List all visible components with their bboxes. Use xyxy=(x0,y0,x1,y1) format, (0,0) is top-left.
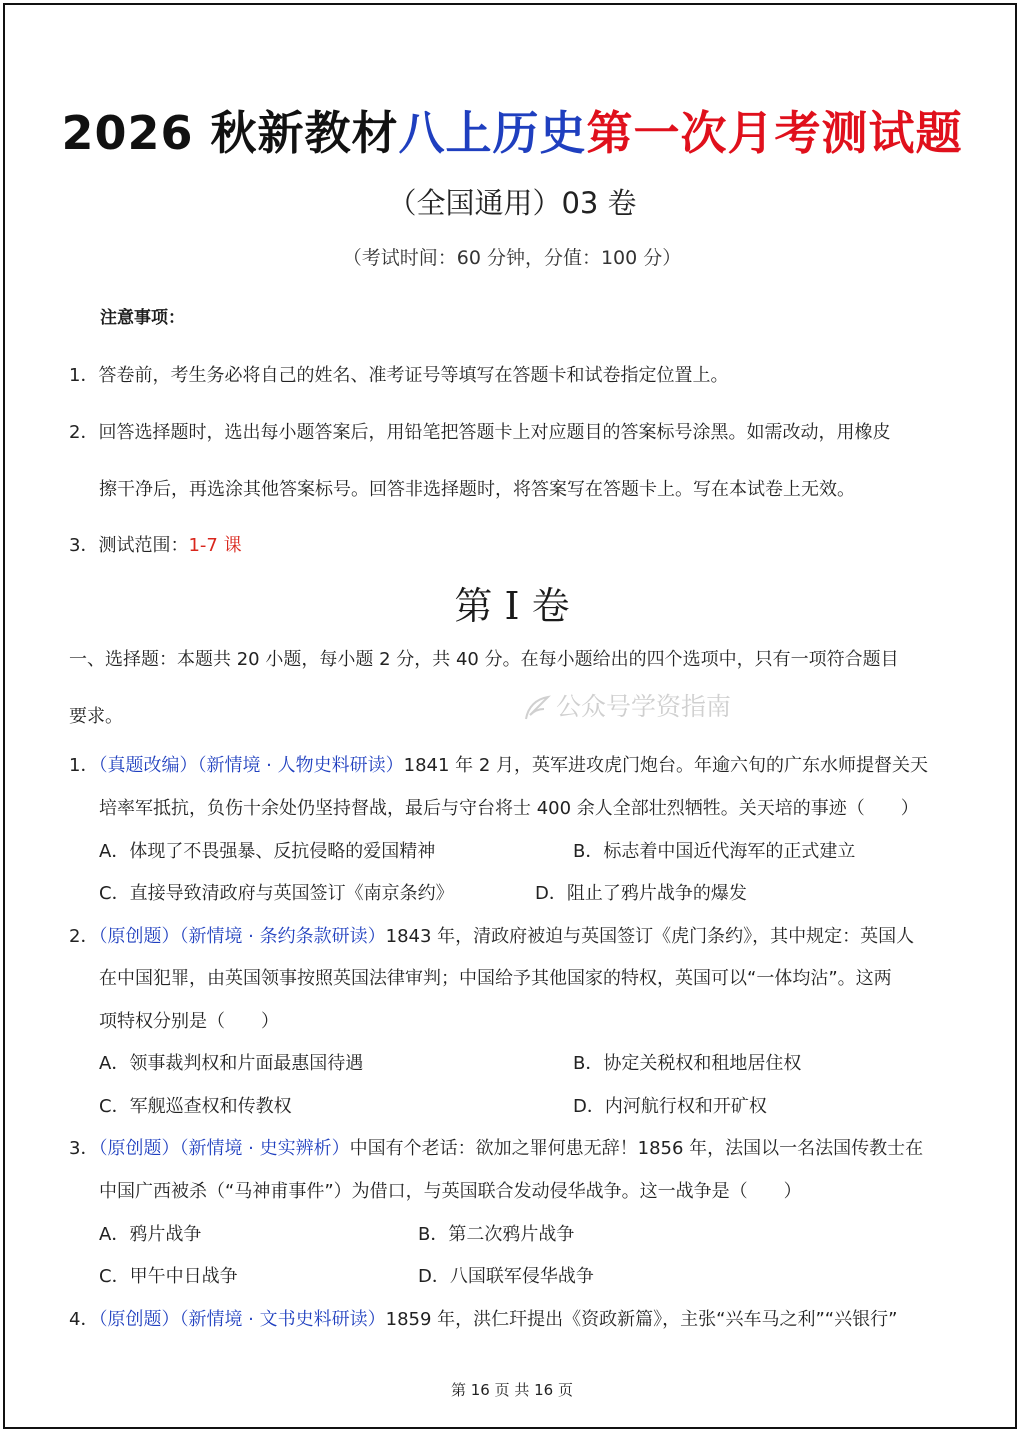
question-2-tags: （原创题）（新情境 · 条约条款研读） xyxy=(98,926,386,947)
title-part-year: 2026 秋新教材 xyxy=(61,106,399,160)
question-4-tags: （原创题）（新情境 · 文书史料研读） xyxy=(98,1309,386,1330)
question-1-line-1 xyxy=(69,751,928,777)
notice-item-2-line-1: 2．回答选择题时，选出每小题答案后，用铅笔把答题卡上对应题目的答案标号涂黑。如需改动，用橡皮 xyxy=(69,422,891,443)
question-1-number: 1． xyxy=(69,755,99,776)
question-2-option-a: A．领事裁判权和片面最惠国待遇 xyxy=(99,1053,364,1074)
question-1-tags: （真题改编）（新情境 · 人物史料研读） xyxy=(98,755,404,776)
notice-heading: 注意事项： xyxy=(100,308,185,328)
question-1-option-d: D．阻止了鸦片战争的爆发 xyxy=(535,883,747,904)
page-footer: 第 16 页 共 16 页 xyxy=(450,1381,573,1399)
page-title xyxy=(5,97,1019,163)
question-2-option-c: C．军舰巡查权和传教权 xyxy=(99,1096,292,1117)
title-part-subject: 八上历史 xyxy=(398,106,587,160)
question-2-option-d: D．内河航行权和开矿权 xyxy=(573,1096,767,1117)
question-2-option-b: B．协定关税权和租地居住权 xyxy=(573,1053,802,1074)
leaf-icon xyxy=(520,691,554,725)
exam-page xyxy=(3,3,1017,1429)
section-title: 第 I 卷 xyxy=(454,584,570,628)
question-1-option-a: A．体现了不畏强暴、反抗侵略的爱国精神 xyxy=(99,841,436,862)
section-instruction-line-2: 要求。 xyxy=(69,706,123,727)
question-1-stem-1: 1841 年 2 月，英军进攻虎门炮台。年逾六旬的广东水师提督关天 xyxy=(403,755,929,776)
question-3-option-d: D．八国联军侵华战争 xyxy=(418,1266,594,1287)
question-4-line-1 xyxy=(69,1305,897,1331)
page-subtitle: （全国通用）03 卷 xyxy=(387,186,637,220)
question-2-number: 2． xyxy=(69,926,99,947)
question-1-option-b: B．标志着中国近代海军的正式建立 xyxy=(573,841,856,862)
question-3-stem-1: 中国有个老话：欲加之罪何患无辞！1856 年，法国以一名法国传教士在 xyxy=(349,1138,924,1159)
question-3-tags: （原创题）（新情境 · 史实辨析） xyxy=(98,1138,350,1159)
question-1-line-2: 培率军抵抗，负伤十余处仍坚持督战，最后与守台将士 400 余人全部壮烈牺牲。关天培的事迹（ ） xyxy=(99,798,919,819)
question-3-number: 3． xyxy=(69,1138,99,1159)
question-3-line-2: 中国广西被杀（“马神甫事件”）为借口，与英国联合发动侵华战争。这一战争是（ ） xyxy=(99,1181,802,1202)
notice-item-2-line-2: 擦干净后，再选涂其他答案标号。回答非选择题时，将答案写在答题卡上。写在本试卷上无效。 xyxy=(99,479,855,500)
exam-info: （考试时间：60 分钟，分值：100 分） xyxy=(342,247,682,269)
question-3-option-a: A．鸦片战争 xyxy=(99,1224,202,1245)
watermark-text: 公众号学资指南 xyxy=(556,692,732,721)
section-instruction-line-1: 一、选择题：本题共 20 小题，每小题 2 分，共 40 分。在每小题给出的四个选项中，只有一项符合题目 xyxy=(69,649,899,670)
question-2-stem-1: 1843 年，清政府被迫与英国签订《虎门条约》，其中规定：英国人 xyxy=(385,926,915,947)
question-4-number: 4． xyxy=(69,1309,99,1330)
notice-item-3 xyxy=(69,531,242,557)
question-3-line-1 xyxy=(69,1134,923,1160)
question-4-stem-1: 1859 年，洪仁玕提出《资政新篇》，主张“兴车马之利”“兴银行” xyxy=(385,1309,898,1330)
question-3-option-c: C．甲午中日战争 xyxy=(99,1266,238,1287)
test-scope: 1-7 课 xyxy=(188,535,242,556)
question-2-line-2: 在中国犯罪，由英国领事按照英国法律审判；中国给予其他国家的特权，英国可以“一体均沾”。这两 xyxy=(99,968,892,989)
notice-item-1: 1．答卷前，考生务必将自己的姓名、准考证号等填写在答题卡和试卷指定位置上。 xyxy=(69,365,729,386)
question-2-line-1 xyxy=(69,922,914,948)
title-part-exam: 第一次月考测试题 xyxy=(586,106,963,160)
question-2-line-3: 项特权分别是（ ） xyxy=(99,1011,279,1032)
question-3-option-b: B．第二次鸦片战争 xyxy=(418,1224,575,1245)
watermark xyxy=(520,687,731,725)
question-1-option-c: C．直接导致清政府与英国签订《南京条约》 xyxy=(99,883,454,904)
notice-item-3-label: 3．测试范围： xyxy=(69,535,189,556)
